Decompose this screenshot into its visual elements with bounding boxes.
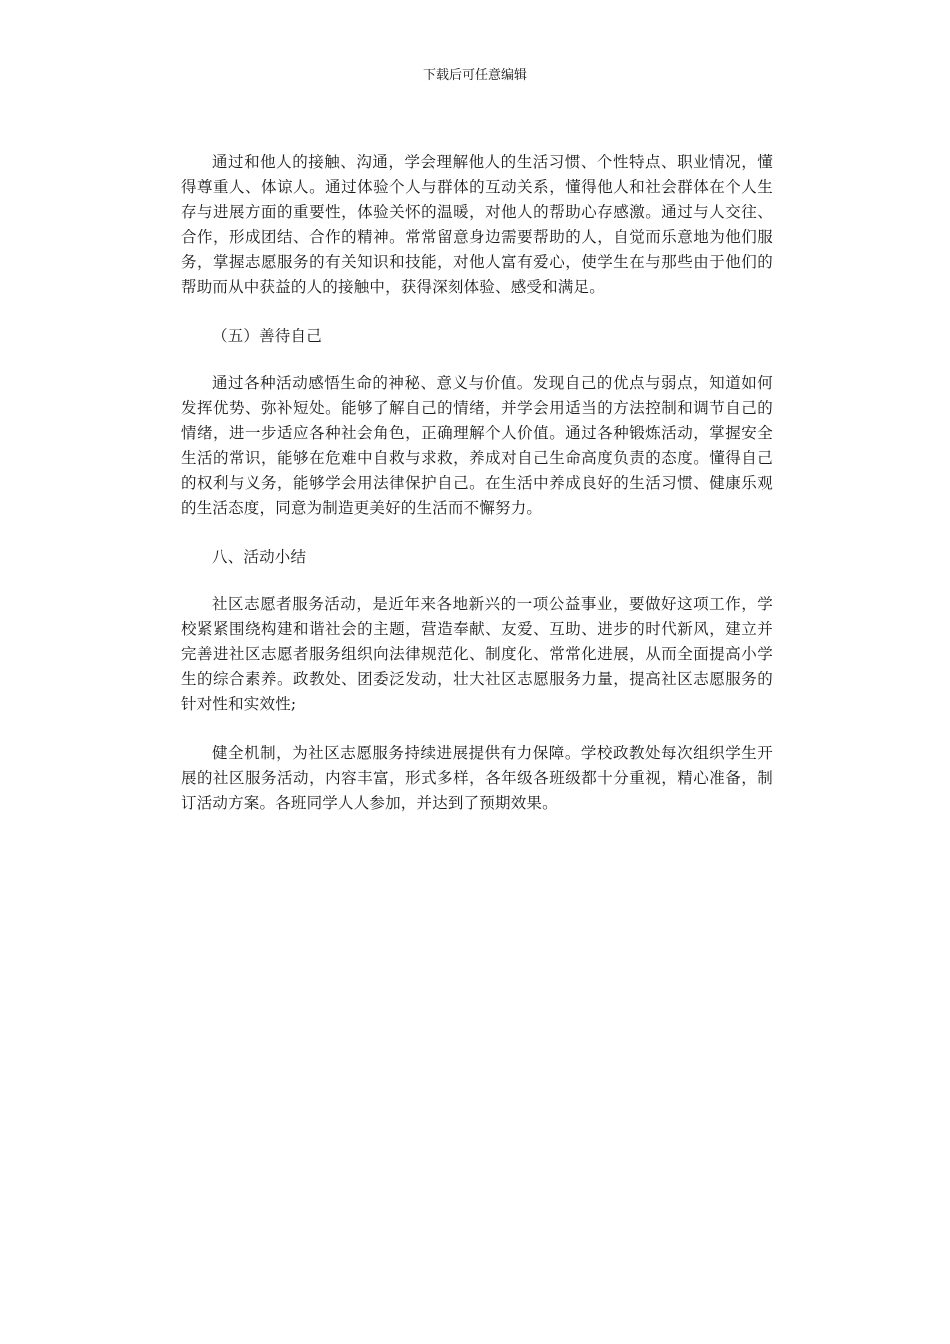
spacer — [181, 300, 773, 324]
document-body — [181, 150, 773, 816]
paragraph-treat-yourself: 通过各种活动感悟生命的神秘、意义与价值。发现自己的优点与弱点，知道如何发挥优势、弥补短处。能够了解自己的情绪，并学会用适当的方法控制和调节自己的情绪，进一步适应各种社会角色，正确理解个人价值。通过各种锻炼活动，掌握安全生活的常识，能够在危难中自救与求救，养成对自己生命高度负责的态度。懂得自己的权利与义务，能够学会用法律保护自己。在生活中养成良好的生活习惯、健康乐观的生活态度，同意为制造更美好的生活而不懈努力。 — [181, 374, 773, 517]
paragraph-summary-mechanism: 健全机制，为社区志愿服务持续进展提供有力保障。学校政教处每次组织学生开展的社区服务活动，内容丰富，形式多样，各年级各班级都十分重视，精心准备，制订活动方案。各班同学人人参加，并达到了预期效果。 — [181, 744, 773, 812]
spacer — [181, 570, 773, 592]
section-heading-treat-yourself: （五）善待自己 — [212, 327, 322, 345]
paragraph-interpersonal: 通过和他人的接触、沟通，学会理解他人的生活习惯、个性特点、职业情况，懂得尊重人、体谅人。通过体验个人与群体的互动关系，懂得他人和社会群体在个人生存与进展方面的重要性，体验关怀的温暖，对他人的帮助心存感激。通过与人交往、合作，形成团结、合作的精神。常常留意身边需要帮助的人，自觉而乐意地为他们服务，掌握志愿服务的有关知识和技能，对他人富有爱心，使学生在与那些由于他们的帮助而从中获益的人的接触中，获得深刻体验、感受和满足。 — [181, 153, 773, 296]
spacer — [181, 717, 773, 741]
page-header: 下载后可任意编辑 — [422, 68, 527, 83]
paragraph-summary-intro: 社区志愿者服务活动，是近年来各地新兴的一项公益事业，要做好这项工作，学校紧紧围绕构建和谐社会的主题，营造奉献、友爱、互助、进步的时代新风，建立并完善进社区志愿者服务组织向法律规范化、制度化、常常化进展，从而全面提高小学生的综合素养。政教处、团委泛发动，壮大社区志愿服务力量，提高社区志愿服务的针对性和实效性; — [181, 595, 773, 713]
spacer — [181, 521, 773, 545]
section-heading-activity-summary: 八、活动小结 — [212, 548, 307, 566]
spacer — [181, 349, 773, 371]
